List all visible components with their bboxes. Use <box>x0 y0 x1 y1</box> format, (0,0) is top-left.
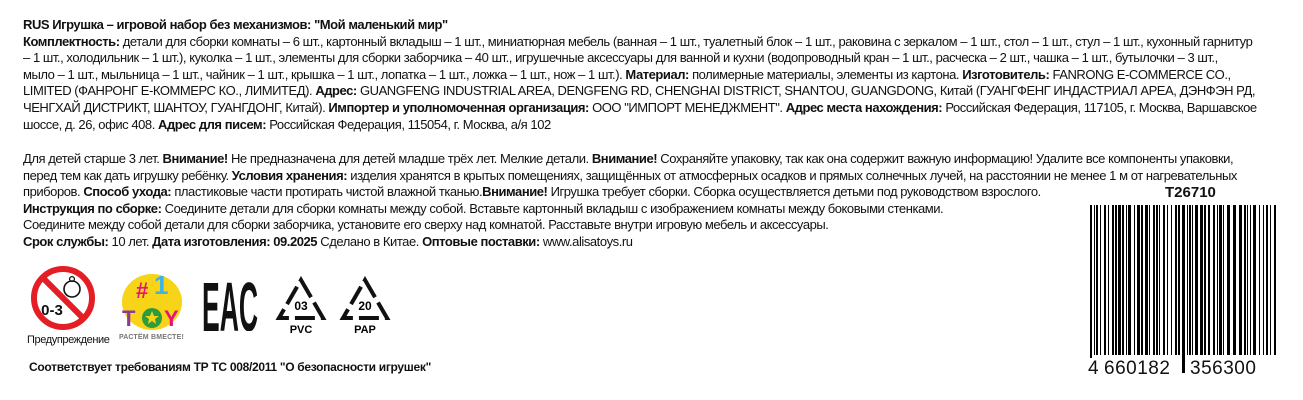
bold-label: Комплектность: <box>23 33 123 49</box>
barcode-bar <box>1270 205 1271 355</box>
barcode-bar <box>1200 205 1203 355</box>
bold-label: Внимание! <box>591 151 661 166</box>
text-line <box>23 100 1257 117</box>
bold-label: Оптовые поставки: <box>422 233 543 249</box>
bold-label: RUS Игрушка – игровой набор без механизмов: "Мой маленький мир" <box>23 17 448 32</box>
svg-text:Y: Y <box>164 306 179 331</box>
bold-label: Адрес для писем: <box>158 116 270 132</box>
barcode-bar <box>1163 205 1165 355</box>
text-segment: приборов. <box>23 184 84 200</box>
text-segment: пластиковые части протирать чистой влажной тканью. <box>174 184 483 200</box>
barcode-bar <box>1187 205 1188 355</box>
bold-label: Условия хранения: <box>231 167 351 183</box>
barcode-bar <box>1104 205 1106 355</box>
text-line <box>23 217 1237 234</box>
text-segment: FANRONG E-COMMERCE CO., <box>1052 66 1231 82</box>
pap-label: PAP <box>354 324 376 336</box>
text-segment: Российская Федерация, 117105, г. Москва, Варшавское <box>945 99 1257 115</box>
barcode-bar <box>1118 205 1121 355</box>
barcode <box>1088 205 1282 375</box>
text-segment: шоссе, д. 26, офис 408. <box>23 116 159 132</box>
text-segment: перед тем как дать игрушку ребёнку. <box>23 167 232 183</box>
barcode-bar <box>1263 205 1264 355</box>
barcode-bar <box>1192 205 1193 355</box>
bold-label: Импортер и уполномоченная организация: <box>328 99 593 115</box>
text-segment: ООО "ИМПОРТ МЕНЕДЖМЕНТ". <box>592 99 786 115</box>
pvc-code: 03 <box>294 299 308 313</box>
barcode-bar <box>1171 205 1172 355</box>
text-segment: полимерные материалы, элементы из картона. <box>692 66 963 82</box>
text-segment: ЧЕНГХАЙ ДИСТРИКТ, ШАНТОУ, ГУАНГДОНГ, Китай). <box>23 99 329 115</box>
barcode-bar <box>1128 205 1131 355</box>
barcode-bar <box>1153 205 1155 355</box>
barcode-bar <box>1112 205 1114 355</box>
barcode-bar <box>1122 205 1124 355</box>
age-warning-icon <box>30 265 96 331</box>
barcode-bar <box>1219 205 1222 355</box>
text-line <box>23 83 1257 100</box>
barcode-bar <box>1244 205 1246 355</box>
brand-logo-icon <box>116 268 188 334</box>
barcode-bar <box>1108 205 1109 355</box>
barcode-bar <box>1274 205 1276 355</box>
text-segment: Соедините детали для сборки комнаты между собой. Вставьте картонный вкладыш с изображением комнаты между боковыми стенками. <box>164 200 944 216</box>
eac-text: EAC <box>202 279 258 331</box>
svg-text:#: # <box>136 278 149 303</box>
barcode-bar <box>1159 205 1160 355</box>
pap-code: 20 <box>358 299 372 313</box>
bold-label: Адрес места нахождения: <box>785 99 946 115</box>
bold-label: Внимание! <box>482 184 551 200</box>
text-segment: изделия хранятся в крытых помещениях, защищённых от атмосферных осадков и прямых солнечных лучей, на расстоянии не менее 1 м от нагревательных <box>350 167 1237 183</box>
barcode-bar <box>1126 205 1127 355</box>
bold-label: Инструкция по сборке: <box>23 200 165 216</box>
barcode-bar <box>1189 205 1191 355</box>
age-label: 0-3 <box>41 302 63 319</box>
svg-text:T: T <box>122 306 136 331</box>
text-line <box>23 201 1237 218</box>
text-segment: мыло – 1 шт., мыльница – 1 шт., чайник – 1 шт., крышка – 1 шт., лопатка – 1 шт., ложка – 1 шт., нож – 1 шт.). <box>23 66 626 82</box>
bold-label: Внимание! <box>162 151 231 166</box>
barcode-first-digit: 4 <box>1088 358 1100 379</box>
barcode-bar <box>1149 205 1150 355</box>
text-segment: LIMITED (ФАНРОНГ Е-КОММЕРС КО., ЛИМИТЕД). <box>23 83 316 99</box>
barcode-bar <box>1223 205 1224 355</box>
sku-code: T26710 <box>1165 184 1216 201</box>
barcode-bar <box>1175 205 1177 355</box>
barcode-bar <box>1213 205 1215 355</box>
pvc-label: PVC <box>289 324 313 336</box>
bold-label: Адрес: <box>315 83 360 99</box>
text-segment: Сделано в Китае. <box>320 233 423 249</box>
barcode-bar <box>1227 205 1230 355</box>
text-segment: Не предназначена для детей младше трёх лет. Мелкие детали. <box>230 151 592 166</box>
text-segment: GUANGFENG INDUSTRIAL AREA, DENGFENG RD, CHENGHAI DISTRICT, SHANTOU, GUANGDONG, Китай (ГУАНГФЕНГ ИНДАСТРИАЛ АРЕА, ДЭНФЭН РД, <box>359 83 1256 99</box>
text-segment: Для детей старше 3 лет. <box>23 151 163 166</box>
barcode-bar <box>1178 205 1180 355</box>
text-line <box>23 67 1257 84</box>
text-segment: – 1 шт., холодильник – 1 шт.), куколка – 1 шт., элементы для сборки заборчика – 40 шт., игрушечные аксессуары для ванной и кухни (водопроводный кран – 1 шт., расческа – 2 шт., чашка – 1 шт., бутылочки – 3 шт., <box>23 50 1218 66</box>
bold-label: Срок службы: <box>23 233 112 249</box>
bold-label: Изготовитель: <box>962 66 1053 82</box>
barcode-bar <box>1259 205 1260 355</box>
barcode-bar <box>1100 205 1101 355</box>
barcode-bar <box>1137 205 1140 355</box>
text-line <box>23 168 1237 185</box>
bold-label: Материал: <box>625 66 693 82</box>
svg-text:1: 1 <box>154 270 169 300</box>
barcode-bar <box>1156 205 1158 355</box>
text-line <box>23 17 1257 34</box>
barcode-bar <box>1208 205 1210 355</box>
text-line <box>23 117 1257 134</box>
barcode-bar <box>1167 205 1168 355</box>
barcode-bar <box>1233 205 1236 355</box>
barcode-bar <box>1204 205 1206 355</box>
barcode-bar <box>1134 205 1135 355</box>
text-line <box>23 234 1237 251</box>
barcode-bar <box>1250 205 1251 355</box>
text-segment: детали для сборки комнаты – 6 шт., картонный вкладыш – 1 шт., миниатюрная мебель (ванная – 1 шт., туалетный блок – 1 шт., раковина с зеркалом – 1 шт., стол – 1 шт., стул – 1 шт., кухонный гарнитур <box>122 33 1253 49</box>
text-segment: www.alisatoys.ru <box>542 233 633 249</box>
barcode-bar <box>1090 205 1092 373</box>
bold-label: Дата изготовления: 09.2025 <box>152 233 321 249</box>
bold-label: Способ ухода: <box>83 184 175 200</box>
barcode-bar <box>1182 205 1185 373</box>
text-segment: Игрушка требует сборки. Сборка осуществляется детьми под руководством взрослого. <box>550 184 1041 200</box>
barcode-bar <box>1096 205 1098 355</box>
text-line <box>23 50 1257 67</box>
recycle-pvc-icon <box>275 276 327 336</box>
warning-caption: Предупреждение <box>27 334 110 346</box>
barcode-bar <box>1266 205 1268 355</box>
text-segment: Соедините между собой детали для сборки заборчика, установите его сверху над комнатой. Расставьте внутри игровую мебель и аксессуары. <box>23 217 829 233</box>
barcode-bar <box>1217 205 1218 355</box>
text-segment: 10 лет. <box>111 233 153 249</box>
text-line <box>23 151 1237 168</box>
barcode-bar <box>1195 205 1198 355</box>
barcode-bar <box>1239 205 1242 355</box>
eac-mark-icon <box>202 279 258 331</box>
barcode-bar <box>1145 205 1148 355</box>
barcode-bar <box>1141 205 1143 355</box>
recycle-pap-icon <box>339 276 391 336</box>
barcode-bar <box>1253 205 1256 355</box>
barcode-bar <box>1247 205 1248 355</box>
product-info-block <box>23 17 1257 133</box>
brand-slogan: РАСТЁМ ВМЕСТЕ! <box>119 334 185 341</box>
text-line <box>23 34 1257 51</box>
safety-info-block <box>23 151 1237 251</box>
text-segment: Сохраняйте упаковку, так как она содержит важную информацию! Удалите все компоненты упаковки, <box>660 151 1234 166</box>
compliance-statement: Соответствует требованиям ТР ТС 008/2011 "О безопасности игрушек" <box>29 360 431 374</box>
text-line <box>23 184 1237 201</box>
barcode-bar <box>1094 205 1095 355</box>
text-segment: Российская Федерация, 115054, г. Москва, а/я 102 <box>269 116 551 132</box>
barcode-left-digits: 660182 <box>1104 358 1171 379</box>
barcode-bar <box>1115 205 1117 355</box>
barcode-right-digits: 356300 <box>1190 358 1257 379</box>
